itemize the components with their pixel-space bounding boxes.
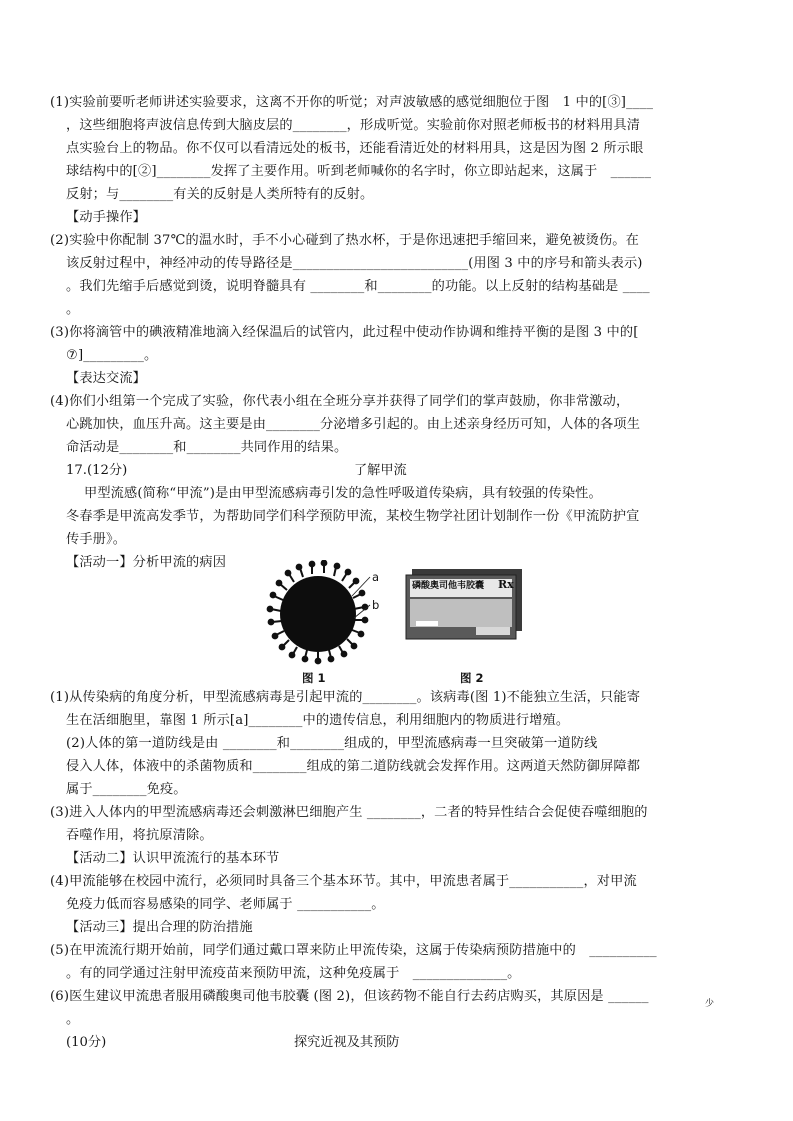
q18-title: 探究近视及其预防 — [294, 1035, 400, 1050]
section-expression: 【表达交流】 — [66, 371, 147, 386]
q1-line-5: 反射；与________有关的反射是人类所特有的反射。 — [66, 187, 374, 202]
q17-6-line-1: (6)医生建议甲流患者服用磷酸奥司他韦胶囊 (图 2)，但该药物不能自行去药店购买，其原因是 ______ — [50, 989, 649, 1004]
q2-line-2: 该反射过程中，神经冲动的传导路径是__________________________(用图 3 中的序号和箭头表示) — [66, 256, 643, 271]
intro-line-2: 冬春季是甲流高发季节，为帮助同学们科学预防甲流，某校生物学社团计划制作一份《甲流防护宣 — [66, 509, 640, 524]
q1-line-1: (1)实验前要听老师讲述实验要求，这离不开你的听觉；对声波敏感的感觉细胞位于图 1 中的[③]____ — [50, 95, 654, 110]
q1-line-2: ，这些细胞将声波信息传到大脑皮层的________，形成听觉。实验前你对照老师板书的材料用具清 — [66, 118, 641, 133]
q4-line-2: 心跳加快，血压升高。这主要是由________分泌增多引起的。由上述亲身经历可知，人体的各项生 — [66, 417, 641, 432]
medicine-box-illustration — [404, 563, 526, 643]
q17-3-line-1: (3)进入人体内的甲型流感病毒还会刺激淋巴细胞产生 ________，二者的特异性结合会促使吞噬细胞的 — [50, 805, 648, 820]
label-b: b — [372, 598, 380, 612]
q3-line-2: ⑦]_________。 — [66, 348, 158, 363]
q17-3-line-2: 吞噬作用，将抗原清除。 — [66, 828, 213, 843]
intro-line-1: 甲型流感(简称“甲流”)是由甲型流感病毒引发的急性呼吸道传染病，具有较强的传染性。 — [84, 486, 602, 501]
rx-mark: Rx — [498, 578, 514, 591]
q17-4-line-1: (4)甲流能够在校园中流行，必须同时具备三个基本环节。其中，甲流患者属于___________，对甲流 — [50, 874, 637, 889]
activity-1-heading: 【活动一】分析甲流的病因 — [66, 555, 227, 570]
q1-line-4: 球结构中的[②]________发挥了主要作用。听到老师喊你的名字时，你立即站起来，这属于 ______ — [66, 164, 652, 179]
q2-line-1: (2)实验中你配制 37℃的温水时，手不小心碰到了热水杯，于是你迅速把手缩回来，避免被烫伤。在 — [50, 233, 639, 248]
q3-line-1: (3)你将滴管中的碘液精准地滴入经保温后的试管内，此过程中使动作协调和维持平衡的是图 3 中的[ — [50, 325, 639, 340]
figure-2-medicine-box — [404, 563, 526, 643]
activity-3-heading: 【活动三】提出合理的防治措施 — [66, 920, 253, 935]
q2-line-4: 。 — [66, 302, 80, 317]
q17-2-line-3: 属于________免疫。 — [66, 782, 187, 797]
q17-2-line-2: 侵入人体，体液中的杀菌物质和________组成的第二道防线就会发挥作用。这两道天然防御屏障都 — [66, 759, 641, 774]
figure-1-caption: 图 1 — [302, 671, 326, 685]
q17-2-line-1: (2)人体的第一道防线是由 ________和________组成的，甲型流感病毒一旦突破第一道防线 — [66, 736, 598, 751]
label-a: a — [372, 570, 380, 584]
section-hands-on: 【动手操作】 — [66, 210, 147, 225]
q17-4-line-2: 免疫力低而容易感染的同学、老师属于 ___________。 — [66, 897, 385, 912]
q4-line-3: 命活动是________和________共同作用的结果。 — [66, 440, 348, 455]
q4-line-1: (4)你们小组第一个完成了实验，你代表小组在全班分享并获得了同学们的掌声鼓励，你非常激动， — [50, 394, 630, 409]
q1-line-3: 点实验台上的物品。你不仅可以看清远处的板书，还能看清近处的材料用具，这是因为图 2 所示眼 — [66, 141, 644, 156]
medicine-box-name: 磷酸奥司他韦胶囊 — [412, 581, 485, 591]
q17-5-line-1: (5)在甲流流行期开始前，同学们通过戴口罩来防止甲流传染，这属于传染病预防措施中的 __________ — [50, 943, 657, 958]
activity-2-heading: 【活动二】认识甲流流行的基本环节 — [66, 851, 280, 866]
intro-line-3: 传手册》。 — [66, 532, 127, 547]
q17-6-line-2: 。 — [66, 1012, 80, 1027]
q17-1-line-1: (1)从传染病的角度分析，甲型流感病毒是引起甲流的________。该病毒(图 1)不能独立生活，只能寄 — [50, 690, 641, 705]
q18-score: (10分) — [66, 1035, 107, 1050]
q17-1-line-2: 生在活细胞里，靠图 1 所示[a]________中的遗传信息，利用细胞内的物质进行增殖。 — [66, 713, 570, 728]
q2-line-3: 。我们先缩手后感觉到烫，说明脊髓具有 ________和________的功能。以上反射的结构基础是 ____ — [66, 279, 650, 294]
corner-mark: 少 — [705, 999, 715, 1009]
q17-title: 了解甲流 — [354, 463, 407, 478]
figure-2-caption: 图 2 — [460, 671, 484, 685]
figure-1-virus — [262, 560, 392, 668]
q17-5-line-2: 。有的同学通过注射甲流疫苗来预防甲流，这种免疫属于 ______________。 — [66, 966, 521, 981]
q17-score: 17.(12分) — [66, 463, 128, 478]
